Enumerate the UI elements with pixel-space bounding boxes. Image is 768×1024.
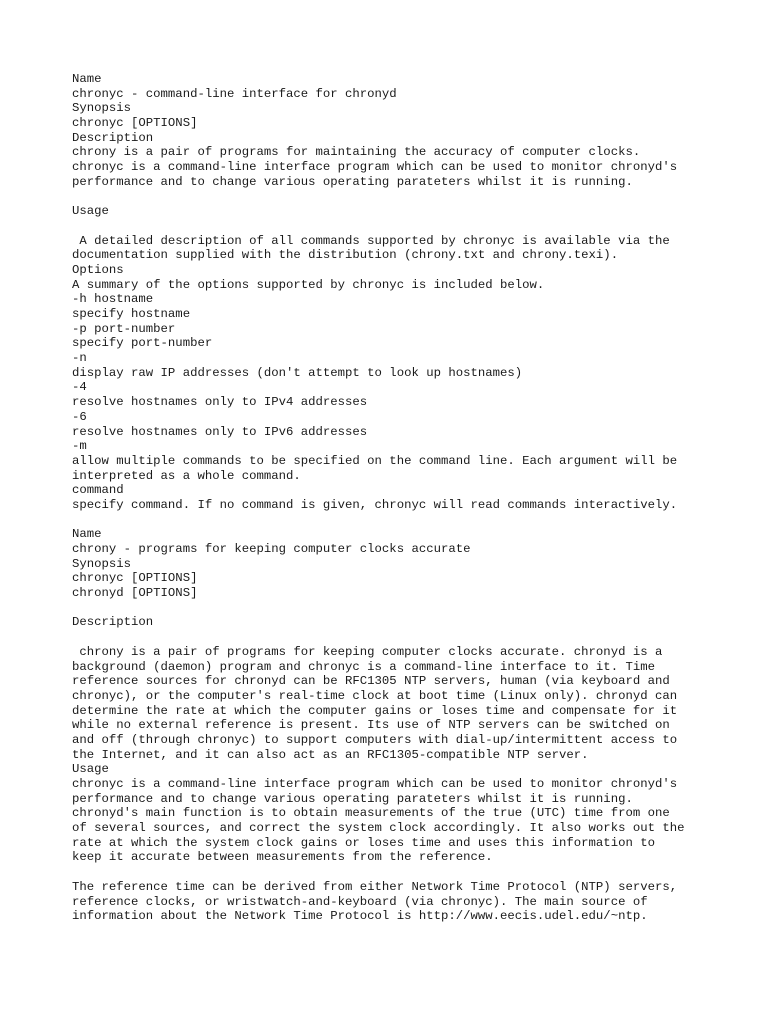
text-line: resolve hostnames only to IPv4 addresses [72, 395, 368, 410]
text-line: interpreted as a whole command. [72, 468, 301, 483]
text-line: while no external reference is present. Its use of NTP servers can be switched on [72, 718, 670, 733]
text-line: chronyc is a command-line interface program which can be used to monitor chronyd's [72, 160, 678, 175]
text-line: The reference time can be derived from either Network Time Protocol (NTP) servers, [72, 879, 678, 894]
text-line: allow multiple commands to be specified on the command line. Each argument will be [72, 453, 678, 468]
text-line: performance and to change various operating parateters whilst it is running. [72, 791, 633, 806]
text-line: -6 [72, 409, 87, 424]
text-line: specify command. If no command is given, chronyc will read commands interactively. [72, 497, 678, 512]
text-line: rate at which the system clock gains or loses time and uses this information to [72, 835, 655, 850]
text-line: specify port-number [72, 336, 213, 351]
text-line: Usage [72, 204, 109, 219]
text-line: chronyc [OPTIONS] [72, 116, 198, 131]
text-line: Name [72, 72, 102, 86]
text-line: command [72, 483, 124, 498]
text-line: Description [72, 130, 154, 145]
text-line: -n [72, 351, 87, 366]
blank-line [72, 630, 732, 645]
text-line: chronyc - command-line interface for chronyd [72, 86, 397, 101]
text-line: chrony is a pair of programs for keeping computer clocks accurate. chronyd is a [72, 644, 663, 659]
text-line: documentation supplied with the distribution (chrony.txt and chrony.texi). [72, 248, 619, 263]
text-line: -h hostname [72, 292, 154, 307]
text-line: A summary of the options supported by chronyc is included below. [72, 277, 545, 292]
text-line: Name [72, 527, 102, 542]
text-line: chronyc), or the computer's real-time clock at boot time (Linux only). chronyd can [72, 688, 678, 703]
text-line: chronyd's main function is to obtain measurements of the true (UTC) time from one [72, 806, 670, 821]
text-line: display raw IP addresses (don't attempt to look up hostnames) [72, 365, 523, 380]
text-line: chrony - programs for keeping computer clocks accurate [72, 542, 471, 556]
text-line: Description [72, 615, 154, 630]
text-line: chronyd [OPTIONS] [72, 586, 198, 601]
text-line: chronyc [OPTIONS] [72, 571, 198, 586]
text-line: performance and to change various operating parateters whilst it is running. [72, 174, 633, 189]
text-line: Synopsis [72, 556, 132, 571]
text-line: reference sources for chronyd can be RFC1305 NTP servers, human (via keyboard and [72, 674, 670, 689]
text-line: specify hostname [72, 307, 191, 321]
blank-line [72, 219, 732, 234]
text-line: resolve hostnames only to IPv6 addresses [72, 424, 368, 439]
text-line: chronyc is a command-line interface program which can be used to monitor chronyd's [72, 777, 678, 791]
text-line: information about the Network Time Protocol is http://www.eecis.udel.edu/~ntp. [72, 909, 648, 924]
blank-line [72, 190, 732, 205]
blank-line [72, 601, 732, 616]
text-line: reference clocks, or wristwatch-and-keyboard (via chronyc). The main source of [72, 894, 648, 909]
text-line: determine the rate at which the computer gains or loses time and compensate for it [72, 703, 678, 718]
text-line: A detailed description of all commands supported by chronyc is available via the [72, 233, 670, 248]
text-line: Usage [72, 762, 109, 777]
text-line: the Internet, and it can also act as an RFC1305-compatible NTP server. [72, 747, 589, 762]
text-line: background (daemon) program and chronyc is a command-line interface to it. Time [72, 659, 655, 674]
blank-line [72, 513, 732, 528]
text-line: and off (through chronyc) to support computers with dial-up/intermittent access to [72, 732, 678, 747]
text-line: -m [72, 439, 87, 454]
text-line: keep it accurate between measurements from the reference. [72, 850, 493, 865]
document-page [72, 72, 732, 924]
blank-line [72, 865, 732, 880]
text-line: -p port-number [72, 321, 176, 336]
text-line: -4 [72, 380, 87, 395]
text-line: chrony is a pair of programs for maintaining the accuracy of computer clocks. [72, 145, 641, 160]
text-line: Synopsis [72, 101, 132, 116]
text-line: Options [72, 262, 124, 277]
text-line: of several sources, and correct the system clock accordingly. It also works out the [72, 821, 685, 836]
